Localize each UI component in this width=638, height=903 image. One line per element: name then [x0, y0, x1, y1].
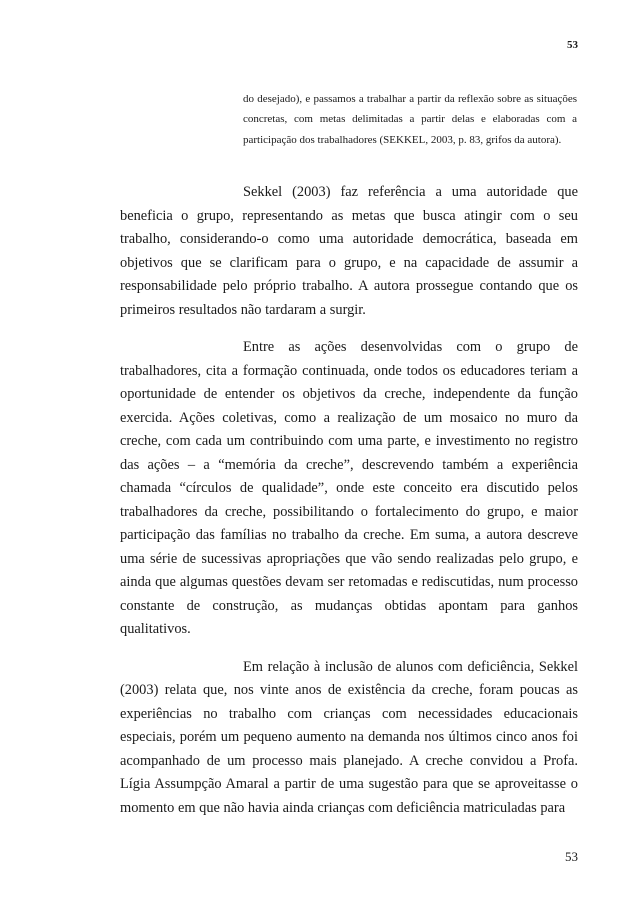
body-text: [120, 181, 578, 820]
page-number-bottom: 53: [565, 849, 578, 864]
paragraph: Sekkel (2003) faz referência a uma autoridade que beneficia o grupo, representando as metas que busca atingir com o seu trabalho, considerando-o como uma autoridade democrática, baseada em objetivos que se clarificam para o grupo, e na capacidade de assumir a responsabilidade pelo próprio trabalho. A autora prossegue contando que os primeiros resultados não tardaram a surgir.: [120, 184, 578, 318]
paragraph: Entre as ações desenvolvidas com o grupo de trabalhadores, cita a formação continuada, onde todos os educadores teriam a oportunidade de entender os objetivos da creche, independente da função exercida. Ações coletivas, como a realização de um mosaico no muro da creche, com cada um contribuindo com uma parte, e investimento no registro das ações – a “memória da creche”, descrevendo também a experiência chamada “círculos de qualidade”, onde este conceito era discutido pelos trabalhadores da creche, possibilitando o fortalecimento do grupo, e maior participação das famílias no trabalho da creche. Em suma, a autora descreve uma série de sucessivas apropriações que vão sendo realizadas pelo grupo, e ainda que algumas questões devam ser retomadas e rediscutidas, num processo constante de construção, as mudanças obtidas apontam para ganhos qualitativos.: [120, 339, 578, 637]
paragraph: Em relação à inclusão de alunos com deficiência, Sekkel (2003) relata que, nos vinte anos de existência da creche, foram poucas as experiências no trabalho com crianças com necessidades educacionais especiais, porém um pequeno aumento na demanda nos últimos cinco anos foi acompanhado de um processo mais planejado. A creche convidou a Profa. Lígia Assumpção Amaral a partir de uma sugestão para que se aproveitasse o momento em que não havia ainda crianças com deficiência matriculadas para: [120, 658, 578, 816]
block-quote: do desejado), e passamos a trabalhar a partir da reflexão sobre as situações concretas, com metas delimitadas a partir delas e elaboradas com a participação dos trabalhadores (SEKKEL, 2003, p. 83, grifos da autora).: [243, 93, 577, 146]
page-number-top: 53: [567, 39, 578, 51]
